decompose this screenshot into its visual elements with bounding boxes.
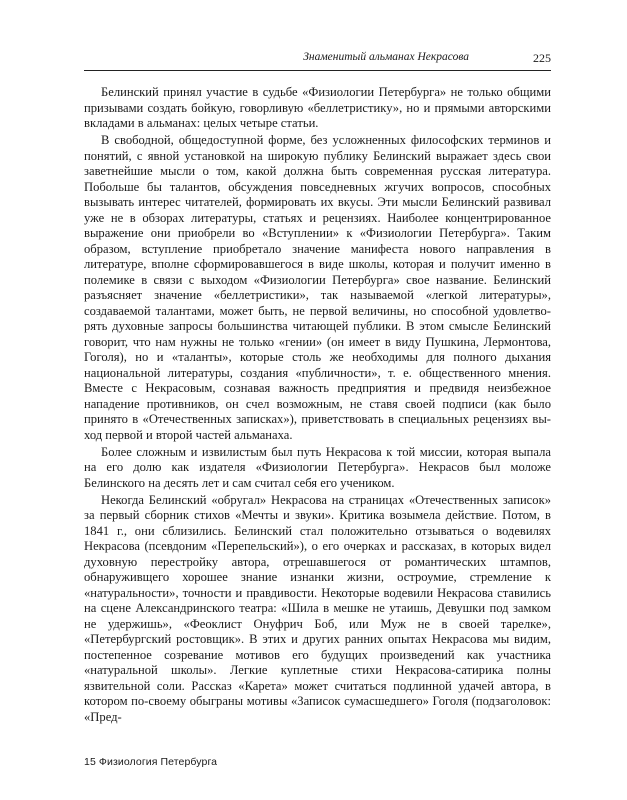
paragraph: В свободной, общедоступной форме, без усложненных философских терминов и понятий, с явной установкой на широкую публику Белинский выражает здесь свои заветнейшие мысли о том, какой должна быть современная русская литература. Побольше бы талантов, обсуждения повседневных жгучих вопросов, способных вызывать интерес читателей, формировать их вкусы. Эти мысли Белинский развивал уже не в обзорах литературы, статьях и рецензиях. Наиболее концентрированное выражение они приобрели во «Вступлении» к «Физиологии Петербурга». Таким образом, вступление приобретало значение манифеста нового направления в литературе, вполне сформировавшегося в виде школы, которая и получит именно в полемике в связи с выходом «Физиологии Петербурга» свое название. Белинский разъясняет значение «беллетристики», так называемой «легкой литературы», создаваемой талантами, может быть, не первой величины, но способной удовлетворять духовные запросы большинства читающей публики. В этом смысле Белинский говорит, что нам нужны не только «гении» (он имеет в виду Пушкина, Лермонтова, Гоголя), но и «таланты», которые столь же необходимы для полного дыхания национальной литературы, создания «публичности», т. е. общественного мнения. Вместе с Некрасовым, сознавая важность предприятия и предвидя неизбежное нападение противников, он счел возможным, не ставя своей подписи (как было принято в «Отечественных записках»), приветствовать в специальных рецензиях выход первой и второй частей альманаха. [84, 133, 551, 442]
paragraph: Более сложным и извилистым был путь Некрасова к той миссии, которая выпала на его долю как издателя «Физиологии Петербурга». Некрасов был моложе Белинского на десять лет и сам считал себя его учеником. [84, 444, 551, 490]
printer-signature: 15 Физиология Петербурга [84, 756, 218, 768]
running-title: Знаменитый альманах Некрасова [303, 51, 469, 63]
paragraph: Некогда Белинский «обругал» Некрасова на страницах «Отечественных записок» за первый сборник стихов «Мечты и звуки». Критика возымела действие. Потом, в 1841 г., они сблизились. Белинский стал положительно отзываться о водевилях Некрасова (псевдоним «Перепельский»), о его очерках и рассказах, в которых видел духовную перестройку автора, отрешавшегося от романтических штампов, обнаруживщего хорошее знание изнанки жизни, остроумие, стремление к «натуральности», точности и правдивости. Некоторые водевили Некрасова ставились на сцене Александринского театра: «Шила в мешке не утаишь, Девушки под замком не удержишь», «Феоклист Онуфрич Боб, или Муж не в своей тарелке», «Петербургский ростовщик». В этих и других ранних опытах Некрасова мы видим, постепенное созревание мотивов его будущих произведений как участника «натуральной школы». Легкие куплетные стихи Некрасова-сатирика полны язвительной соли. Рассказ «Карета» может считаться подлинной удачей автора, в котором по-своему обыграны мотивы «Записок сумасшедшего» Гоголя (подзаголовок: «Пред- [84, 492, 551, 724]
running-header [84, 51, 551, 67]
page-number: 225 [533, 51, 551, 65]
header-rule [84, 70, 551, 71]
body-text [84, 85, 551, 727]
paragraph: Белинский принял участие в судьбе «Физиологии Петербурга» не только общими призывами создать бойкую, говорливую «беллетристику», но и прямыми авторскими вкладами в альманах: целых четыре статьи. [84, 85, 551, 130]
